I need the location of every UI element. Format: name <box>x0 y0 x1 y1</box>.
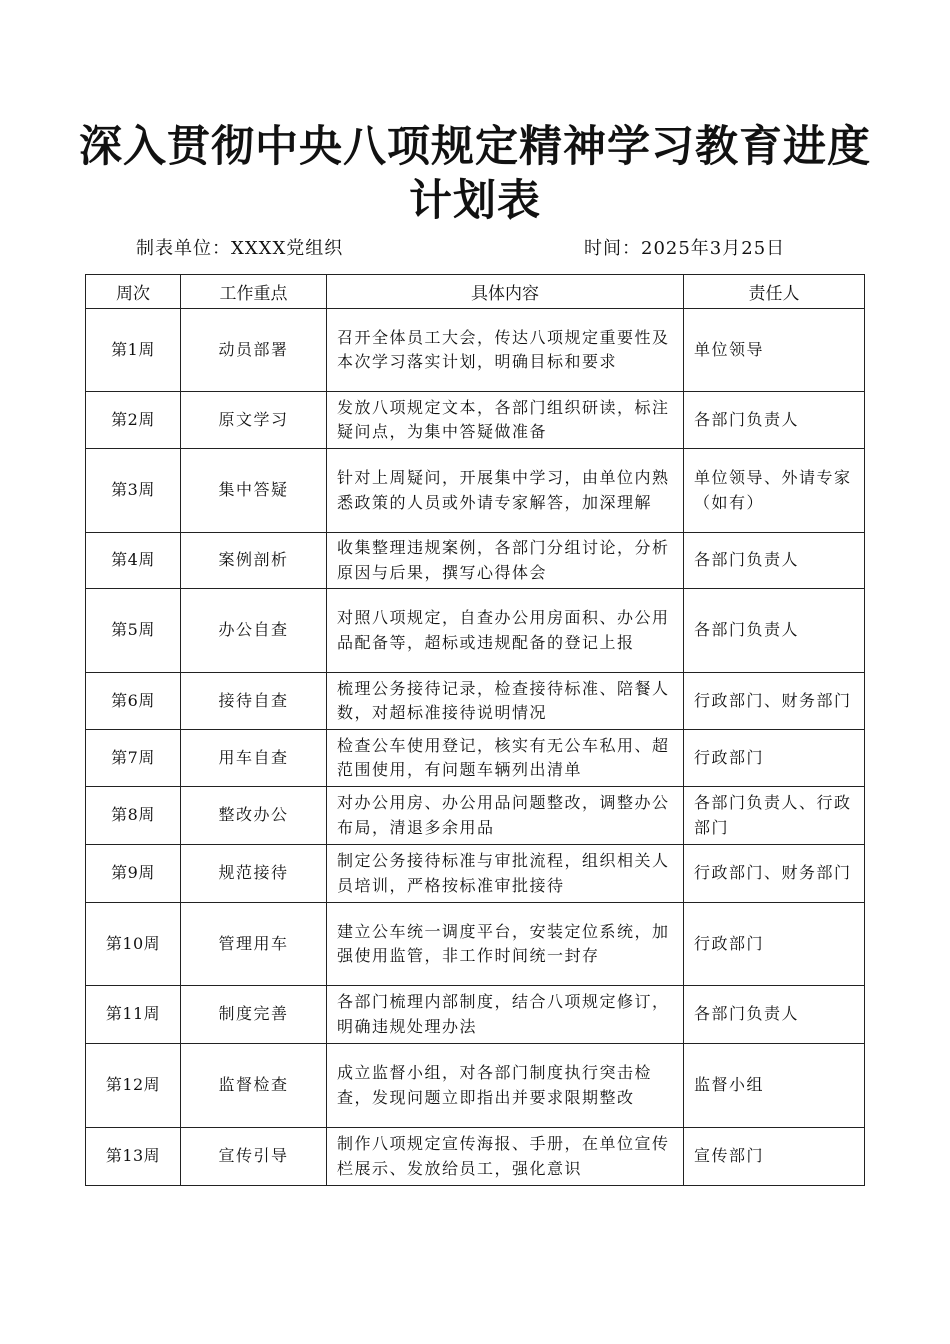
table-row <box>86 787 865 845</box>
cell-week: 第12周 <box>86 1044 181 1128</box>
table-row <box>86 1128 865 1186</box>
cell-content: 成立监督小组，对各部门制度执行突击检查，发现问题立即指出并要求限期整改 <box>327 1044 684 1128</box>
cell-owner: 行政部门 <box>684 903 865 986</box>
cell-content: 制定公务接待标准与审批流程，组织相关人员培训，严格按标准审批接待 <box>327 845 684 903</box>
table-row <box>86 845 865 903</box>
title-line-2: 计划表 <box>409 176 541 226</box>
cell-focus: 集中答疑 <box>181 449 327 533</box>
table-row <box>86 309 865 392</box>
table-row <box>86 589 865 673</box>
cell-focus: 规范接待 <box>181 845 327 903</box>
cell-owner: 监督小组 <box>684 1044 865 1128</box>
cell-focus: 用车自查 <box>181 730 327 787</box>
cell-week: 第13周 <box>86 1128 181 1186</box>
cell-owner: 各部门负责人 <box>684 533 865 589</box>
cell-content: 召开全体员工大会，传达八项规定重要性及本次学习落实计划，明确目标和要求 <box>327 309 684 392</box>
cell-focus: 办公自查 <box>181 589 327 673</box>
schedule-table <box>85 274 865 1186</box>
cell-focus: 监督检查 <box>181 1044 327 1128</box>
document-title <box>0 120 950 228</box>
cell-focus: 制度完善 <box>181 986 327 1044</box>
table-row <box>86 1044 865 1128</box>
cell-focus: 管理用车 <box>181 903 327 986</box>
cell-week: 第6周 <box>86 673 181 730</box>
header-row <box>86 275 865 309</box>
cell-week: 第7周 <box>86 730 181 787</box>
cell-owner: 单位领导 <box>684 309 865 392</box>
date-label: 时间：2025年3月25日 <box>584 238 786 259</box>
cell-content: 发放八项规定文本，各部门组织研读，标注疑问点，为集中答疑做准备 <box>327 392 684 449</box>
table-row <box>86 533 865 589</box>
cell-focus: 动员部署 <box>181 309 327 392</box>
table-row <box>86 673 865 730</box>
cell-content: 建立公车统一调度平台，安装定位系统，加强使用监管，非工作时间统一封存 <box>327 903 684 986</box>
cell-owner: 行政部门、财务部门 <box>684 673 865 730</box>
cell-content: 收集整理违规案例，各部门分组讨论，分析原因与后果，撰写心得体会 <box>327 533 684 589</box>
table-row <box>86 449 865 533</box>
table-row <box>86 986 865 1044</box>
cell-content: 对办公用房、办公用品问题整改，调整办公布局，清退多余用品 <box>327 787 684 845</box>
header-week: 周次 <box>86 275 181 309</box>
header-content: 具体内容 <box>327 275 684 309</box>
cell-owner: 行政部门 <box>684 730 865 787</box>
table-row <box>86 903 865 986</box>
cell-owner: 宣传部门 <box>684 1128 865 1186</box>
cell-owner: 各部门负责人、行政部门 <box>684 787 865 845</box>
cell-content: 梳理公务接待记录，检查接待标准、陪餐人数，对超标准接待说明情况 <box>327 673 684 730</box>
cell-week: 第2周 <box>86 392 181 449</box>
cell-content: 制作八项规定宣传海报、手册，在单位宣传栏展示、发放给员工，强化意识 <box>327 1128 684 1186</box>
cell-week: 第9周 <box>86 845 181 903</box>
cell-focus: 宣传引导 <box>181 1128 327 1186</box>
header-owner: 责任人 <box>684 275 865 309</box>
cell-owner: 各部门负责人 <box>684 392 865 449</box>
cell-week: 第4周 <box>86 533 181 589</box>
table-row <box>86 392 865 449</box>
header-focus: 工作重点 <box>181 275 327 309</box>
cell-focus: 接待自查 <box>181 673 327 730</box>
unit-label: 制表单位：XXXX党组织 <box>136 238 344 259</box>
cell-content: 对照八项规定，自查办公用房面积、办公用品配备等，超标或违规配备的登记上报 <box>327 589 684 673</box>
cell-owner: 行政部门、财务部门 <box>684 845 865 903</box>
cell-owner: 各部门负责人 <box>684 986 865 1044</box>
cell-focus: 整改办公 <box>181 787 327 845</box>
cell-week: 第5周 <box>86 589 181 673</box>
cell-owner: 单位领导、外请专家（如有） <box>684 449 865 533</box>
cell-week: 第1周 <box>86 309 181 392</box>
cell-content: 针对上周疑问，开展集中学习，由单位内熟悉政策的人员或外请专家解答，加深理解 <box>327 449 684 533</box>
cell-content: 各部门梳理内部制度，结合八项规定修订，明确违规处理办法 <box>327 986 684 1044</box>
cell-focus: 案例剖析 <box>181 533 327 589</box>
title-line-1: 深入贯彻中央八项规定精神学习教育进度 <box>79 122 871 172</box>
cell-week: 第8周 <box>86 787 181 845</box>
cell-week: 第10周 <box>86 903 181 986</box>
cell-focus: 原文学习 <box>181 392 327 449</box>
cell-content: 检查公车使用登记，核实有无公车私用、超范围使用，有问题车辆列出清单 <box>327 730 684 787</box>
cell-owner: 各部门负责人 <box>684 589 865 673</box>
table-row <box>86 730 865 787</box>
cell-week: 第3周 <box>86 449 181 533</box>
cell-week: 第11周 <box>86 986 181 1044</box>
